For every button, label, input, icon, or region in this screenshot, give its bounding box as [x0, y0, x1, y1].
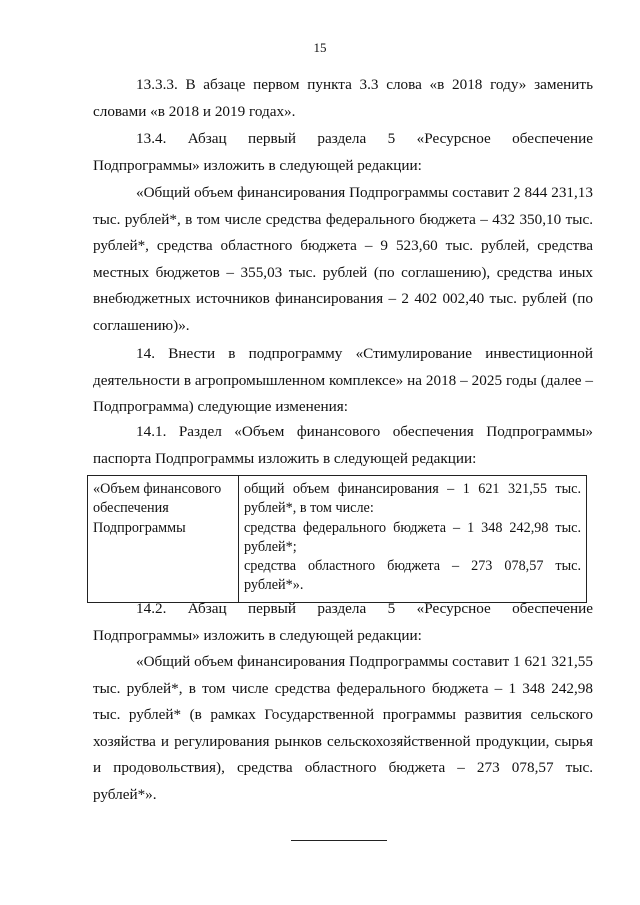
table-row: [88, 476, 587, 603]
paragraph-14-1: 14.1. Раздел «Объем финансового обеспечения Подпрограммы» паспорта Подпрограммы изложить в следующей редакции:: [93, 423, 593, 467]
paragraph-14-2: 14.2. Абзац первый раздела 5 «Ресурсное обеспечение Подпрограммы» изложить в следующей редакции:: [93, 600, 593, 644]
paragraph-13-4: 13.4. Абзац первый раздела 5 «Ресурсное обеспечение Подпрограммы» изложить в следующей редакции:: [93, 130, 593, 174]
paragraph-14: 14. Внести в подпрограмму «Стимулирование инвестиционной деятельности в агропромышленном комплексе» на 2018 – 2025 годы (далее – Подпрограмма) следующие изменения:: [93, 345, 593, 415]
end-divider: [291, 840, 387, 841]
page-number: 15: [313, 40, 327, 55]
paragraph-13-3-3: 13.3.3. В абзаце первом пункта 3.3 слова «в 2018 году» заменить словами «в 2018 и 2019 годах».: [93, 76, 593, 120]
table-line-regional: средства областного бюджета – 273 078,57 тыс. рублей*».: [244, 558, 581, 594]
table-line-total: общий объем финансирования – 1 621 321,55 тыс. рублей*, в том числе:: [244, 481, 581, 517]
table-line-federal: средства федерального бюджета – 1 348 242,98 тыс. рублей*;: [244, 519, 581, 555]
financing-table: [87, 475, 587, 603]
paragraph-14-2-quote: «Общий объем финансирования Подпрограммы составит 1 621 321,55 тыс. рублей*, в том числе средства федерального бюджета – 1 348 242,98 тыс. рублей* (в рамках Государственной программы развития сельского хозяйства и регулирования рынков сельскохозяйственной продукции, сырья и продовольствия), средства областного бюджета – 273 078,57 тыс. рублей*».: [93, 653, 593, 803]
table-value-cell: [239, 476, 587, 603]
table-label-cell: «Объем финансового обеспечения Подпрограммы: [88, 476, 239, 603]
paragraph-13-4-quote: «Общий объем финансирования Подпрограммы составит 2 844 231,13 тыс. рублей*, в том числе средства федерального бюджета – 432 350,10 тыс. рублей*, средства областного бюджета – 9 523,60 тыс. рублей, средства местных бюджетов – 355,03 тыс. рублей (по соглашению), средства иных внебюджетных источников финансирования – 2 402 002,40 тыс. рублей (по соглашению)».: [93, 184, 593, 334]
